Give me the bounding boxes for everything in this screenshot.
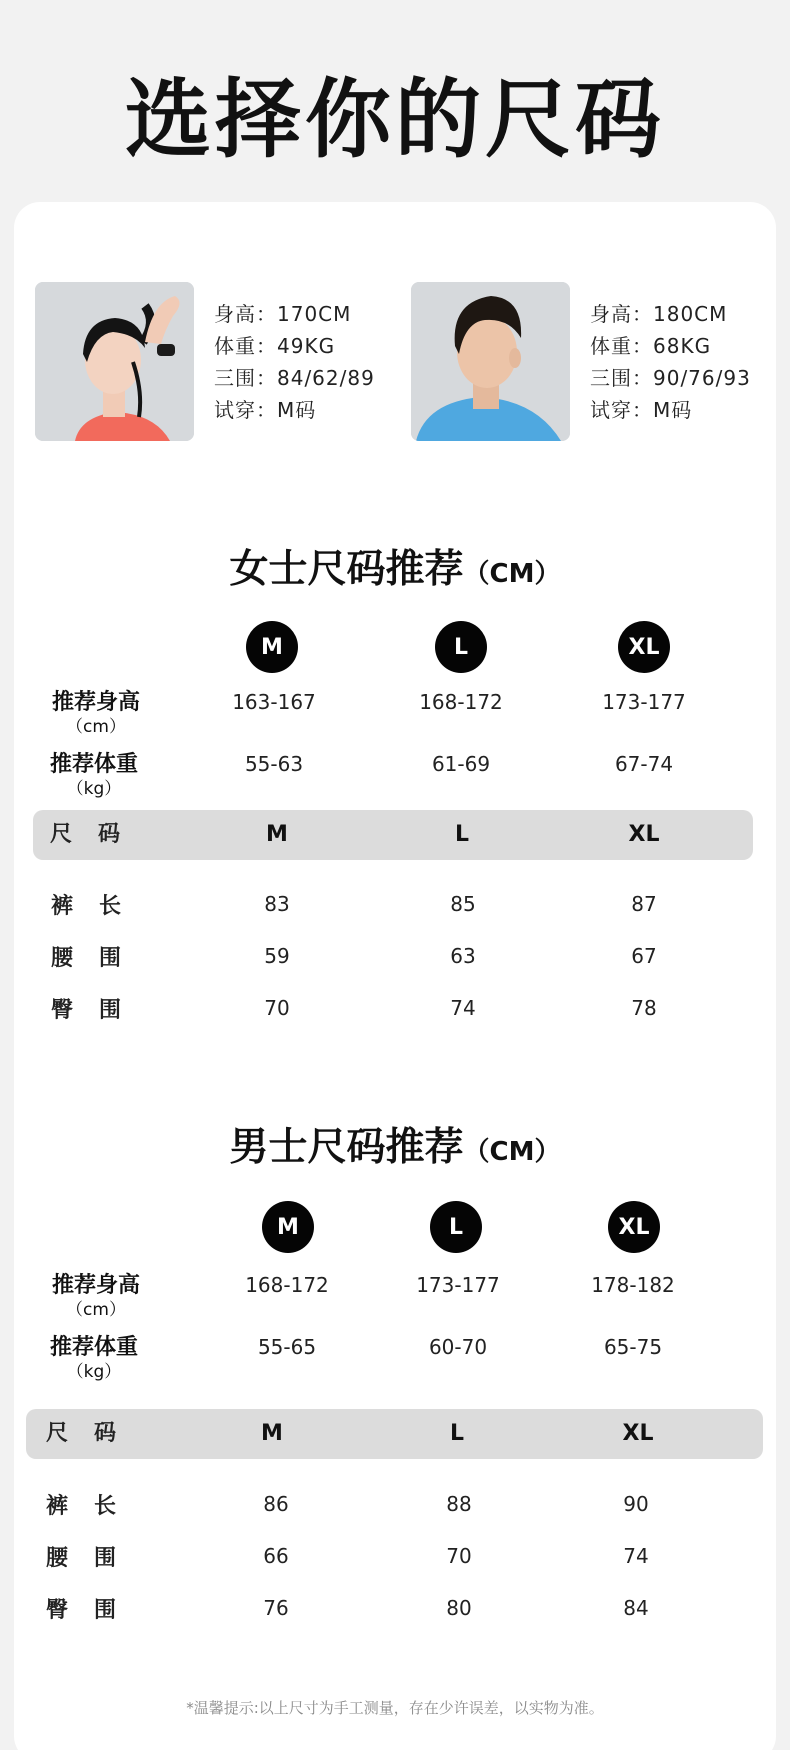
men-rec-weight-title: 推荐体重 (49, 1335, 138, 1360)
women-rec-weight-xl: 67-74 (614, 752, 674, 776)
women-rec-height-title: 推荐身高 (51, 690, 140, 715)
men-rec-height-title: 推荐身高 (51, 1273, 140, 1298)
women-hip-m: 70 (264, 996, 290, 1020)
women-pants-length-m: 83 (264, 892, 290, 916)
men-size-l-badge: L (430, 1201, 482, 1253)
women-band-size-xl: XL (628, 822, 660, 847)
men-row-label-hip: 臀围 (46, 1598, 143, 1623)
page-title: 选择你的尺码 (125, 70, 665, 170)
women-rec-height-l: 168-172 (419, 690, 503, 714)
women-section-title (0, 538, 790, 594)
men-row-label-waist: 腰围 (46, 1546, 143, 1571)
men-title-unit: （CM） (463, 1137, 561, 1167)
men-rec-height-xl: 178-182 (591, 1273, 675, 1297)
men-pants-length-m: 86 (263, 1492, 289, 1516)
women-row-label-hip: 臀围 (51, 998, 148, 1023)
women-band-size-m: M (266, 822, 288, 847)
men-section-title (0, 1116, 790, 1172)
women-rec-height-xl: 173-177 (602, 690, 686, 714)
male-model-tried-size: 试穿：M码 (590, 398, 693, 422)
women-rec-weight-m: 55-63 (244, 752, 304, 776)
footnote: *温馨提示:以上尺寸为手工测量，存在少许误差，以实物为准。 (186, 1699, 604, 1717)
men-rec-weight-unit: （kg） (66, 1362, 122, 1382)
women-waist-l: 63 (450, 944, 476, 968)
women-band-size-l: L (454, 822, 470, 847)
women-rec-height-unit: （cm） (66, 717, 126, 737)
women-rec-height-label (36, 690, 156, 738)
men-band-label: 尺码 (46, 1421, 143, 1446)
men-size-m-badge: M (262, 1201, 314, 1253)
female-model-photo (35, 282, 194, 441)
women-rec-weight-label (34, 752, 154, 800)
men-rec-weight-label (34, 1335, 154, 1383)
men-rec-weight-xl: 65-75 (603, 1335, 663, 1359)
women-size-xl-badge: XL (618, 621, 670, 673)
male-model-height: 身高：180CM (590, 302, 728, 326)
men-rec-weight-m: 55-65 (257, 1335, 317, 1359)
men-pants-length-xl: 90 (623, 1492, 649, 1516)
female-model-height: 身高：170CM (214, 302, 352, 326)
men-size-xl-badge: XL (608, 1201, 660, 1253)
men-hip-xl: 84 (623, 1596, 649, 1620)
men-band-size-l: L (449, 1421, 465, 1446)
male-model-photo (411, 282, 570, 441)
men-hip-m: 76 (263, 1596, 289, 1620)
female-model-tried-size: 试穿：M码 (214, 398, 317, 422)
women-rec-weight-title: 推荐体重 (49, 752, 138, 777)
women-pants-length-xl: 87 (631, 892, 657, 916)
women-hip-xl: 78 (631, 996, 657, 1020)
women-row-label-waist: 腰围 (51, 946, 148, 971)
men-band-size-m: M (261, 1421, 283, 1446)
women-rec-height-m: 163-167 (232, 690, 316, 714)
female-model-weight: 体重：49KG (214, 334, 336, 358)
men-title-text: 男士尺码推荐 (229, 1125, 464, 1170)
women-pants-length-l: 85 (450, 892, 476, 916)
women-waist-m: 59 (264, 944, 290, 968)
men-rec-height-l: 173-177 (416, 1273, 500, 1297)
women-row-label-pants-length: 裤长 (51, 894, 148, 919)
women-size-l-badge: L (435, 621, 487, 673)
women-band-label: 尺码 (50, 822, 147, 847)
male-model-stats (590, 298, 751, 426)
women-rec-weight-unit: （kg） (66, 779, 122, 799)
men-band-size-xl: XL (622, 1421, 654, 1446)
men-waist-m: 66 (263, 1544, 289, 1568)
men-rec-height-m: 168-172 (245, 1273, 329, 1297)
men-rec-height-label (36, 1273, 156, 1321)
female-model-stats (214, 298, 375, 426)
male-model-weight: 体重：68KG (590, 334, 712, 358)
female-model-measurements: 三围：84/62/89 (214, 366, 375, 390)
women-rec-weight-l: 61-69 (431, 752, 491, 776)
women-title-text: 女士尺码推荐 (229, 547, 464, 592)
women-title-unit: （CM） (463, 559, 561, 589)
men-rec-weight-l: 60-70 (428, 1335, 488, 1359)
men-pants-length-l: 88 (446, 1492, 472, 1516)
women-hip-l: 74 (450, 996, 476, 1020)
women-waist-xl: 67 (631, 944, 657, 968)
women-size-m-badge: M (246, 621, 298, 673)
men-hip-l: 80 (446, 1596, 472, 1620)
men-waist-l: 70 (446, 1544, 472, 1568)
male-model-measurements: 三围：90/76/93 (590, 366, 751, 390)
men-rec-height-unit: （cm） (66, 1300, 126, 1320)
men-row-label-pants-length: 裤长 (46, 1494, 143, 1519)
men-waist-xl: 74 (623, 1544, 649, 1568)
